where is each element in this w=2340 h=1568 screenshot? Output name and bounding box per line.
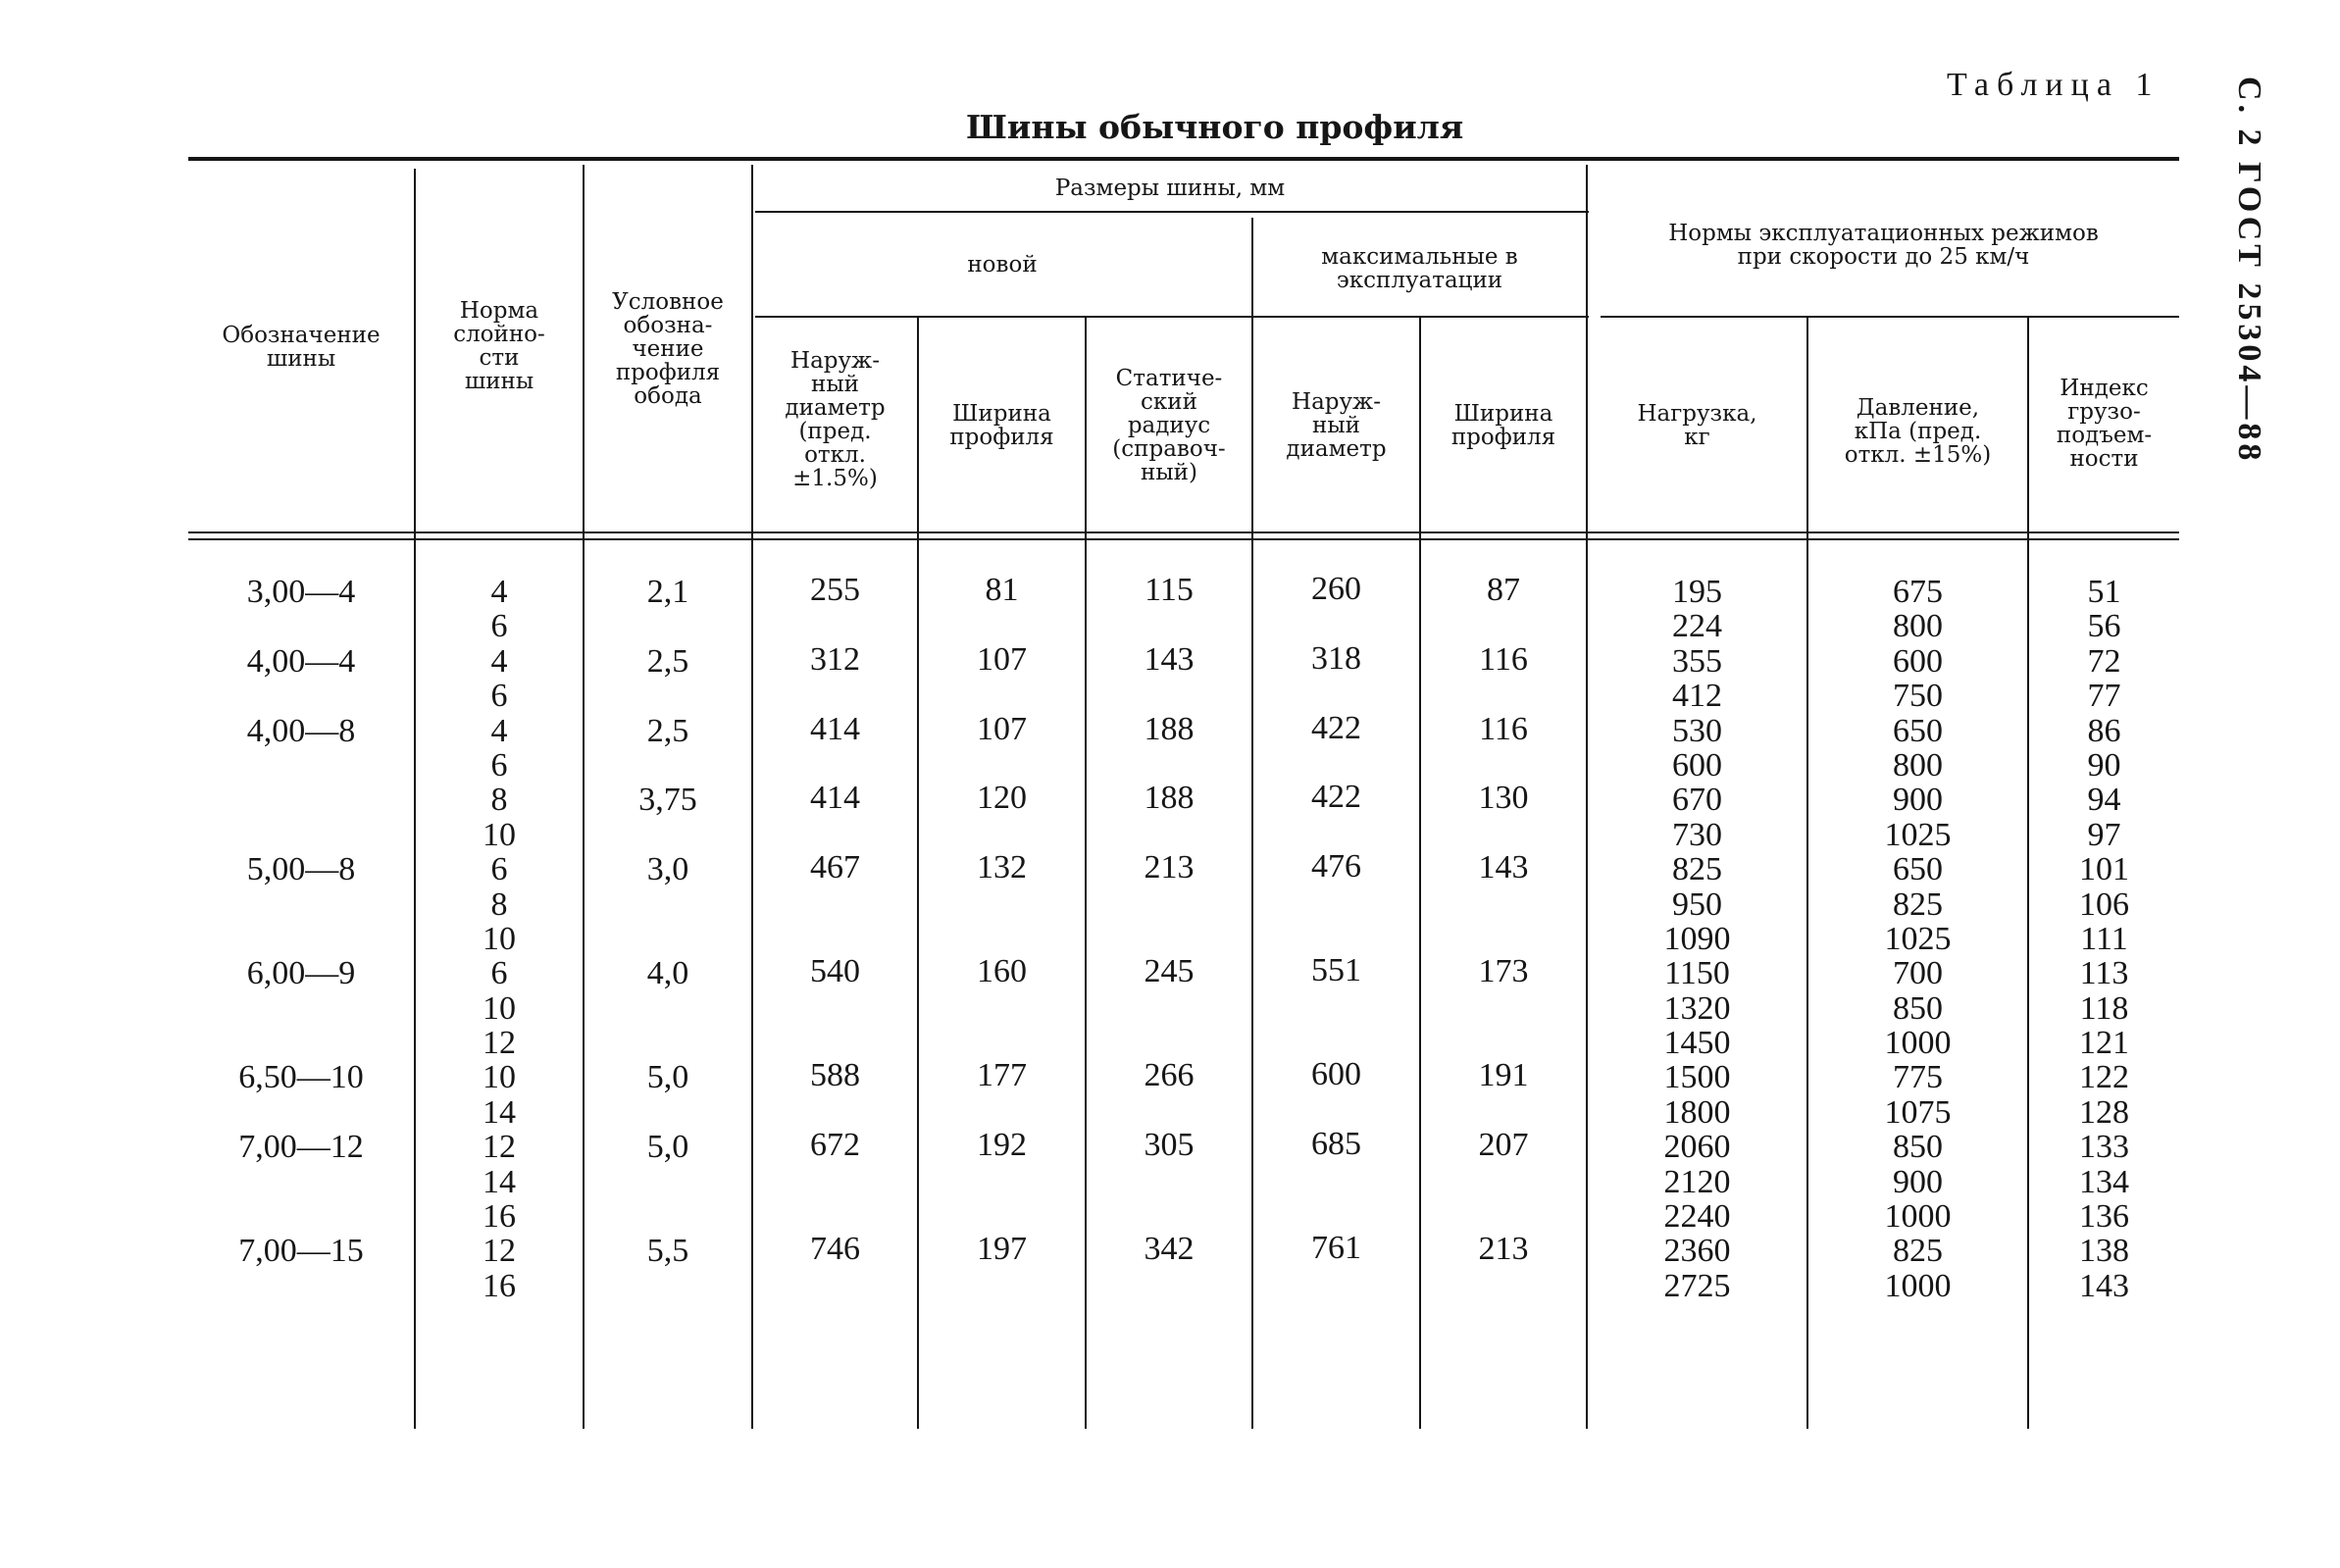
cell-designation [188,1026,414,1060]
column-load [1588,575,1806,1303]
cell-load: 355 [1672,642,1722,680]
column-new-width [919,573,1085,1301]
table-label: Таблица 1 [1947,67,2161,103]
cell-ply: 6 [490,955,508,992]
cell-load: 600 [1672,746,1722,784]
cell-designation: 3,00—4 [246,574,356,610]
cell-rim [585,887,751,922]
cell-new-width [919,1197,1085,1232]
cell-static-radius [1087,885,1251,920]
cell-ply: 10 [483,920,516,957]
cell-rim [585,1095,751,1130]
cell-load-index: 121 [2079,1025,2129,1062]
cell-new-outer-diameter: 414 [810,780,860,817]
cell-new-outer-diameter [753,885,917,920]
header-sizes-group: Размеры шины, мм [1054,176,1286,201]
cell-load: 2120 [1663,1163,1731,1200]
cell-new-outer-diameter: 312 [810,640,860,678]
cell-ply: 12 [483,1025,516,1062]
cell-static-radius [1087,816,1251,850]
column-designation [188,575,414,1303]
cell-new-outer-diameter [753,1163,917,1197]
cell-static-radius [1087,1267,1251,1301]
cell-pressure: 1025 [1884,920,1952,957]
cell-new-width: 107 [977,710,1027,747]
cell-new-outer-diameter: 414 [810,710,860,747]
cell-rim: 2,5 [646,642,689,680]
header-ply-rating: Норма слойно- сти шины [453,298,545,394]
cell-rim [585,922,751,956]
header-max-width: Ширина профиля [1450,401,1556,450]
subheader-rule-right [1601,316,2179,318]
cell-pressure: 800 [1893,608,1943,645]
cell-load-index: 133 [2079,1129,2129,1166]
cell-pressure: 1000 [1884,1025,1952,1062]
cell-new-outer-diameter [753,1197,917,1232]
cell-load: 1090 [1663,920,1731,957]
cell-rim [585,1269,751,1303]
cell-rim [585,991,751,1026]
cell-ply: 6 [490,851,508,888]
cell-load-index: 118 [2079,989,2129,1027]
cell-max-outer-diameter: 600 [1311,1056,1361,1093]
cell-load: 2060 [1663,1129,1731,1166]
cell-load-index: 97 [2087,816,2121,853]
cell-max-width: 116 [1479,710,1528,747]
cell-ply: 12 [483,1129,516,1166]
header-max-outer-diameter: Наруж- ный диаметр [1286,389,1387,462]
cell-load-index: 128 [2079,1093,2129,1131]
cell-new-width: 197 [977,1231,1027,1268]
column-max-outer-diameter [1253,572,1419,1300]
cell-new-width [919,746,1085,781]
cell-designation [188,609,414,643]
cell-pressure: 1000 [1884,1198,1952,1236]
cell-pressure: 850 [1893,989,1943,1027]
cell-load: 730 [1672,816,1722,853]
cell-designation [188,818,414,852]
cell-load: 1500 [1663,1059,1731,1096]
cell-rim: 4,0 [646,955,689,992]
column-ply-rating [416,575,583,1303]
cell-ply: 10 [483,816,516,853]
column-pressure [1808,575,2027,1303]
table-title: Шины обычного профиля [966,108,1464,146]
cell-load: 195 [1672,574,1722,610]
cell-max-width [1421,607,1586,641]
cell-designation: 6,00—9 [246,955,356,992]
cell-ply: 4 [490,574,508,610]
header-designation: Обозначение шины [222,323,381,372]
cell-rim: 2,5 [646,712,689,749]
cell-new-outer-diameter: 588 [810,1057,860,1094]
cell-rim: 5,0 [646,1059,689,1096]
cell-pressure: 775 [1893,1059,1943,1096]
cell-ply: 14 [483,1163,516,1200]
cell-pressure: 825 [1893,1233,1943,1270]
cell-max-outer-diameter: 318 [1311,639,1361,677]
cell-new-width: 192 [977,1127,1027,1164]
cell-designation [188,1095,414,1130]
cell-static-radius [1087,677,1251,711]
cell-load-index: 122 [2079,1059,2129,1096]
header-norms-group: Нормы эксплуатационных режимов при скорости до 25 км/ч [1668,221,2099,270]
cell-max-outer-diameter: 422 [1311,709,1361,746]
cell-pressure: 1025 [1884,816,1952,853]
cell-max-outer-diameter [1253,1266,1419,1300]
cell-static-radius [1087,1163,1251,1197]
column-static-radius [1087,573,1251,1301]
cell-static-radius: 143 [1144,640,1195,678]
cell-ply: 10 [483,989,516,1027]
cell-max-outer-diameter [1253,1023,1419,1057]
cell-rim [585,1199,751,1234]
cell-max-outer-diameter: 551 [1311,952,1361,989]
sizes-group-rule [755,211,1589,213]
cell-rim: 5,0 [646,1129,689,1166]
cell-pressure: 1000 [1884,1267,1952,1304]
cell-static-radius: 266 [1144,1057,1195,1094]
cell-designation [188,783,414,817]
cell-new-outer-diameter [753,816,917,850]
cell-max-width: 191 [1478,1057,1529,1094]
cell-load-index: 94 [2087,782,2121,819]
cell-new-width [919,920,1085,954]
cell-ply: 14 [483,1093,516,1131]
cell-static-radius: 245 [1144,953,1195,990]
cell-rim [585,679,751,713]
cell-load: 1150 [1664,955,1730,992]
header-bottom-rule-2 [188,538,2179,540]
cell-load: 412 [1672,678,1722,715]
cell-ply: 4 [490,712,508,749]
cell-new-width: 81 [985,572,1019,608]
cell-ply: 6 [490,678,508,715]
cell-load: 224 [1672,608,1722,645]
cell-designation [188,887,414,922]
cell-load-index: 138 [2079,1233,2129,1270]
cell-new-width [919,1163,1085,1197]
cell-ply: 16 [483,1267,516,1304]
cell-designation [188,748,414,783]
cell-designation [188,991,414,1026]
cell-pressure: 675 [1893,574,1943,610]
cell-load-index: 113 [2079,955,2129,992]
cell-new-outer-diameter [753,989,917,1024]
cell-max-outer-diameter: 476 [1311,848,1361,885]
cell-new-width [919,677,1085,711]
cell-max-width [1421,1093,1586,1128]
cell-max-outer-diameter [1253,745,1419,780]
cell-static-radius [1087,607,1251,641]
cell-max-outer-diameter [1253,1162,1419,1196]
cell-designation [188,1165,414,1199]
cell-new-width [919,1093,1085,1128]
cell-designation [188,679,414,713]
header-new-width: Ширина профиля [949,401,1054,450]
column-max-width [1421,573,1586,1301]
cell-new-width [919,885,1085,920]
cell-new-width [919,1024,1085,1058]
cell-max-outer-diameter: 422 [1311,779,1361,816]
header-new-outer-diameter: Наруж- ный диаметр (пред. откл. ±1.5%) [785,348,886,491]
cell-load-index: 136 [2079,1198,2129,1236]
cell-designation [188,922,414,956]
cell-static-radius: 115 [1145,572,1194,608]
cell-static-radius [1087,920,1251,954]
column-rim-profile [585,575,751,1303]
cell-max-outer-diameter [1253,988,1419,1023]
cell-new-outer-diameter: 467 [810,849,860,886]
cell-new-width [919,989,1085,1024]
cell-static-radius [1087,989,1251,1024]
cell-static-radius: 213 [1144,849,1195,886]
cell-static-radius: 188 [1144,710,1195,747]
cell-designation: 5,00—8 [246,851,356,888]
page-number-standard-label: С. 2 ГОСТ 25304—88 [2231,76,2267,465]
cell-load-index: 56 [2087,608,2121,645]
cell-max-width [1421,989,1586,1024]
cell-load-index: 90 [2087,746,2121,784]
cell-pressure: 825 [1893,885,1943,923]
cell-max-outer-diameter: 260 [1311,571,1361,607]
header-load: Нагрузка, кг [1637,401,1757,450]
cell-pressure: 850 [1893,1129,1943,1166]
cell-designation: 4,00—8 [246,712,356,749]
cell-designation: 6,50—10 [238,1059,364,1096]
cell-max-width [1421,816,1586,850]
cell-designation: 4,00—4 [246,642,356,680]
cell-max-width: 87 [1487,572,1520,608]
cell-static-radius [1087,1197,1251,1232]
cell-max-outer-diameter [1253,815,1419,849]
cell-load: 2725 [1663,1267,1731,1304]
cell-load: 670 [1672,782,1722,819]
cell-load-index: 134 [2079,1163,2129,1200]
header-new-group: новой [967,252,1038,278]
column-load-index [2029,575,2179,1303]
cell-max-width: 116 [1479,640,1528,678]
cell-designation [188,1269,414,1303]
cell-new-width: 160 [977,953,1027,990]
cell-max-width: 143 [1478,849,1529,886]
cell-new-width: 120 [977,780,1027,817]
cell-ply: 16 [483,1198,516,1236]
cell-max-outer-diameter [1253,676,1419,710]
cell-ply: 10 [483,1059,516,1096]
cell-load: 825 [1672,851,1722,888]
cell-static-radius: 305 [1144,1127,1195,1164]
cell-new-width: 107 [977,640,1027,678]
cell-max-outer-diameter [1253,1092,1419,1127]
cell-static-radius [1087,1024,1251,1058]
cell-designation [188,1199,414,1234]
cell-new-outer-diameter [753,677,917,711]
cell-new-outer-diameter: 672 [810,1127,860,1164]
cell-new-width [919,816,1085,850]
cell-max-outer-diameter [1253,606,1419,640]
cell-load: 1800 [1663,1093,1731,1131]
cell-pressure: 900 [1893,1163,1943,1200]
cell-max-width [1421,1024,1586,1058]
cell-new-outer-diameter [753,1267,917,1301]
cell-rim [585,818,751,852]
cell-max-width [1421,885,1586,920]
cell-max-width: 213 [1478,1231,1529,1268]
top-rule [188,157,2179,161]
cell-rim: 3,75 [638,782,697,819]
cell-ply: 12 [483,1233,516,1270]
cell-static-radius: 188 [1144,780,1195,817]
cell-pressure: 750 [1893,678,1943,715]
cell-load: 2240 [1663,1198,1731,1236]
cell-new-outer-diameter [753,1093,917,1128]
cell-max-outer-diameter: 685 [1311,1126,1361,1163]
cell-load-index: 111 [2080,920,2128,957]
cell-rim [585,748,751,783]
cell-max-outer-diameter [1253,885,1419,919]
cell-ply: 6 [490,608,508,645]
cell-pressure: 650 [1893,851,1943,888]
cell-new-outer-diameter [753,746,917,781]
cell-pressure: 1075 [1884,1093,1952,1131]
cell-ply: 8 [490,782,508,819]
cell-load: 530 [1672,712,1722,749]
cell-designation: 7,00—12 [238,1129,364,1166]
cell-max-width [1421,746,1586,781]
cell-max-width [1421,1197,1586,1232]
cell-new-outer-diameter: 255 [810,572,860,608]
cell-new-outer-diameter [753,920,917,954]
cell-new-width: 132 [977,849,1027,886]
cell-max-width: 173 [1478,953,1529,990]
header-load-index: Индекс грузо- подъем- ности [2056,376,2153,472]
cell-pressure: 600 [1893,642,1943,680]
subheader-rule-left [755,316,1589,318]
cell-new-outer-diameter: 540 [810,953,860,990]
cell-static-radius: 342 [1144,1231,1195,1268]
cell-designation: 7,00—15 [238,1233,364,1270]
header-bottom-rule [188,531,2179,533]
cell-max-width: 207 [1478,1127,1529,1164]
cell-load: 1450 [1663,1025,1731,1062]
cell-new-outer-diameter: 746 [810,1231,860,1268]
cell-rim [585,609,751,643]
cell-max-outer-diameter [1253,919,1419,953]
cell-new-width [919,1267,1085,1301]
cell-load-index: 51 [2087,574,2121,610]
cell-rim: 3,0 [646,851,689,888]
cell-new-outer-diameter [753,607,917,641]
cell-max-width [1421,920,1586,954]
cell-max-outer-diameter [1253,1196,1419,1231]
header-rim-profile: Условное обозна- чение профиля обода [612,289,724,409]
cell-ply: 8 [490,885,508,923]
cell-load-index: 106 [2079,885,2129,923]
cell-static-radius [1087,746,1251,781]
cell-load: 2360 [1663,1233,1731,1270]
cell-max-outer-diameter: 761 [1311,1230,1361,1267]
header-max-group: максимальные в эксплуатации [1321,244,1518,293]
cell-pressure: 650 [1893,712,1943,749]
cell-max-width [1421,1163,1586,1197]
cell-load-index: 77 [2087,678,2121,715]
cell-load: 1320 [1663,989,1731,1027]
cell-new-outer-diameter [753,1024,917,1058]
cell-rim: 5,5 [646,1233,689,1270]
cell-load-index: 86 [2087,712,2121,749]
cell-max-width [1421,1267,1586,1301]
cell-load-index: 72 [2087,642,2121,680]
cell-pressure: 800 [1893,746,1943,784]
column-new-outer-diameter [753,573,917,1301]
cell-ply: 4 [490,642,508,680]
cell-load-index: 143 [2079,1267,2129,1304]
cell-new-width [919,607,1085,641]
cell-rim [585,1165,751,1199]
cell-max-width: 130 [1478,780,1529,817]
cell-pressure: 700 [1893,955,1943,992]
cell-max-width [1421,677,1586,711]
cell-rim [585,1026,751,1060]
header-pressure: Давление, кПа (пред. откл. ±15%) [1844,395,1992,468]
cell-load-index: 101 [2079,851,2129,888]
cell-new-width: 177 [977,1057,1027,1094]
cell-load: 950 [1672,885,1722,923]
header-static-radius: Статиче- ский радиус (справоч- ный) [1112,366,1226,485]
cell-rim: 2,1 [646,574,689,610]
cell-ply: 6 [490,746,508,784]
cell-pressure: 900 [1893,782,1943,819]
cell-static-radius [1087,1093,1251,1128]
